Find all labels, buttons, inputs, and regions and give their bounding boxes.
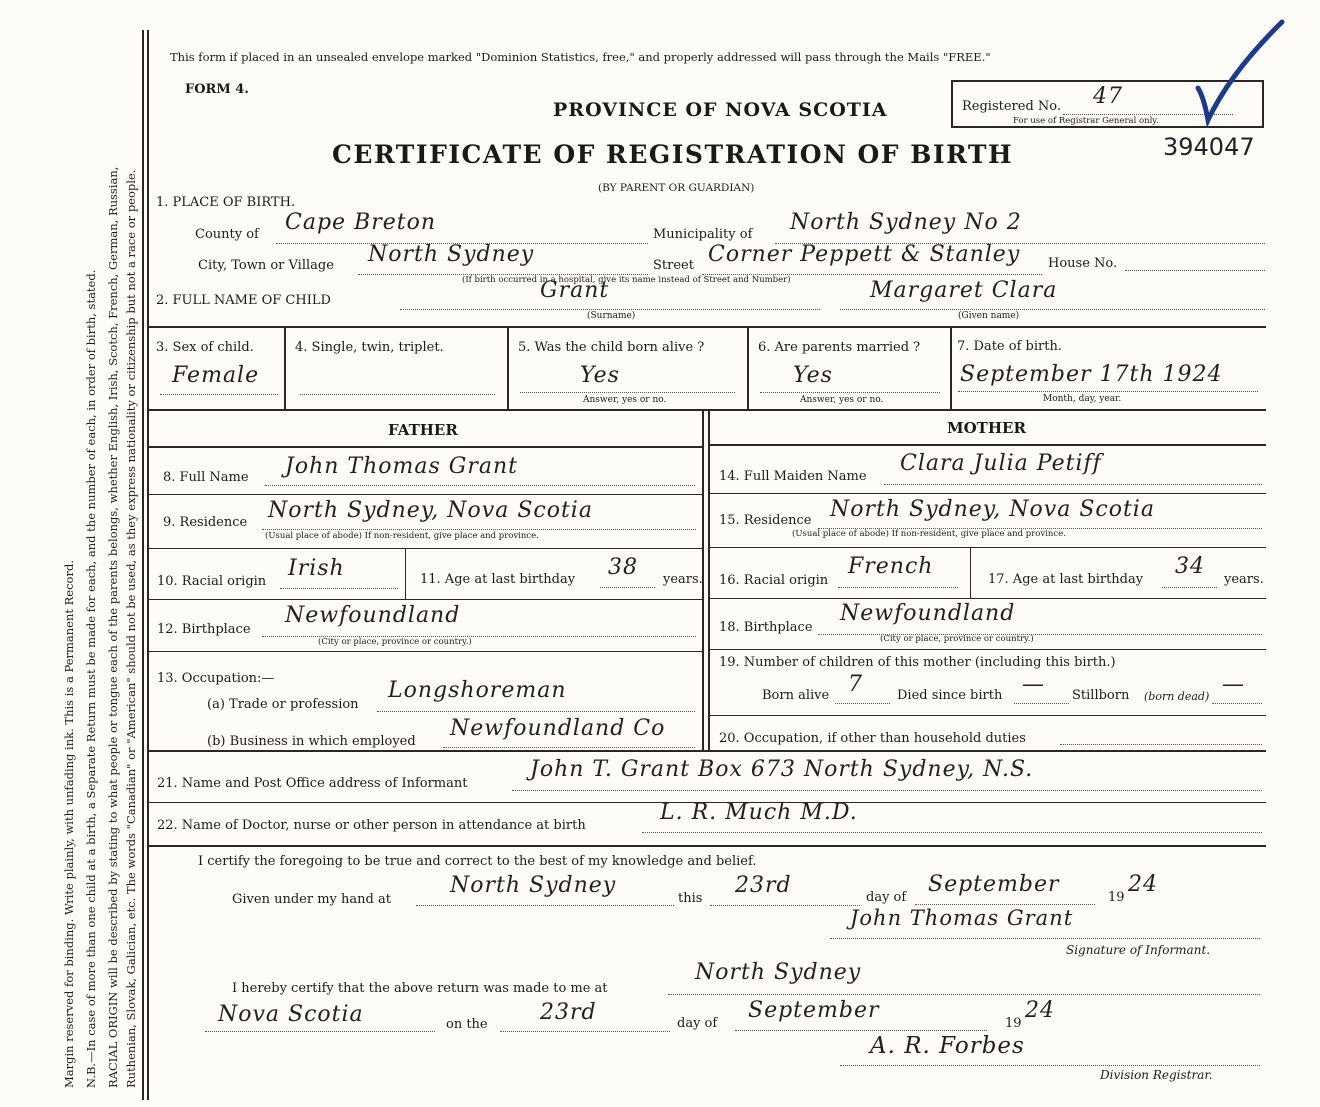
mother-birthplace-value: Newfoundland (840, 601, 1016, 626)
informant-label: 21. Name and Post Office address of Informant (157, 776, 468, 791)
date-of-birth-value: September 17th 1924 (960, 362, 1223, 387)
serial-number: 394047 (1163, 133, 1255, 161)
mother-name-label: 14. Full Maiden Name (719, 469, 867, 484)
father-rule-b (148, 494, 702, 495)
informant-value: John T. Grant Box 673 North Sydney, N.S. (530, 757, 1034, 782)
mother-age-value: 34 (1175, 554, 1205, 579)
father-residence-label: 9. Residence (163, 515, 248, 530)
mother-rule-e (708, 649, 1266, 650)
multiple-line (300, 394, 495, 395)
father-age-unit: years. (663, 572, 703, 587)
trade-label: (a) Trade or profession (207, 697, 359, 712)
mother-racial-divider (970, 548, 971, 598)
given-day-line (710, 905, 860, 906)
certificate-subtitle: (BY PARENT OR GUARDIAN) (598, 182, 755, 194)
given-year-value: 24 (1128, 872, 1158, 897)
registrar-year-prefix: 19 (1005, 1016, 1022, 1031)
house-line (1125, 270, 1265, 271)
street-note: (If birth occurred in a hospital, give its name instead of Street and Number) (462, 275, 791, 285)
registered-label: Registered No. (962, 99, 1062, 114)
mother-occupation-label: 20. Occupation, if other than household duties (719, 731, 1026, 746)
mother-racial-line (838, 587, 958, 588)
sex-line (160, 394, 278, 395)
divider-multiple (507, 327, 509, 409)
child-surname-value: Grant (540, 278, 610, 303)
father-age-value: 38 (608, 555, 638, 580)
registrar-signature-line (840, 1065, 1260, 1066)
father-name-line (265, 485, 695, 486)
born-alive-count-line (835, 703, 890, 704)
registrar-day-line (500, 1031, 670, 1032)
stillborn-line (1212, 703, 1262, 704)
parents-married-label: 6. Are parents married ? (758, 340, 921, 355)
given-month-value: September (928, 872, 1060, 897)
given-month-line (915, 904, 1095, 905)
surname-caption: (Surname) (587, 311, 636, 321)
surname-line (400, 309, 820, 310)
father-rule-a (148, 446, 702, 448)
date-of-birth-label: 7. Date of birth. (957, 339, 1062, 354)
informant-signature-caption: Signature of Informant. (1066, 943, 1211, 957)
given-this-label: this (678, 891, 703, 906)
mother-rule-d (708, 598, 1266, 599)
registrar-place-line (668, 994, 1260, 995)
father-residence-caption: (Usual place of abode) If non-resident, give place and province. (265, 531, 539, 541)
certification-statement: I certify the foregoing to be true and correct to the best of my knowledge and belief. (198, 854, 757, 869)
place-of-birth-label: 1. PLACE OF BIRTH. (156, 195, 296, 210)
mother-rule-f (708, 715, 1266, 716)
mother-age-line (1162, 587, 1217, 588)
stillborn-note: (born dead) (1144, 690, 1210, 703)
sex-label: 3. Sex of child. (156, 340, 254, 355)
doctor-line (642, 832, 1262, 833)
municipality-label: Municipality of (653, 227, 753, 242)
given-caption: (Given name) (958, 311, 1020, 321)
business-line (443, 747, 695, 748)
parents-married-value: Yes (793, 363, 833, 388)
registered-value: 47 (1093, 84, 1123, 109)
mother-racial-label: 16. Racial origin (719, 573, 829, 588)
child-name-label: 2. FULL NAME OF CHILD (156, 293, 331, 308)
trade-value: Longshoreman (388, 678, 567, 703)
margin-note-binding: Margin reserved for binding. Write plainly, with unfading ink. This is a Permanent Record. (62, 560, 76, 1088)
mother-name-line (884, 484, 1262, 485)
given-place-value: North Sydney (450, 873, 617, 898)
mother-birthplace-label: 18. Birthplace (719, 620, 813, 635)
registrar-day-of-label: day of (677, 1016, 718, 1031)
registrar-month-value: September (748, 998, 880, 1023)
registrar-day-value: 23rd (540, 1000, 597, 1025)
children-count-label: 19. Number of children of this mother (including this birth.) (719, 655, 1116, 670)
born-alive-count-value: 7 (848, 672, 863, 697)
mother-residence-caption: (Usual place of abode) If non-resident, give place and province. (792, 529, 1066, 539)
mother-heading: MOTHER (947, 419, 1026, 437)
business-label: (b) Business in which employed (207, 734, 416, 749)
registrar-statement: I hereby certify that the above return was made to me at (232, 981, 608, 996)
registrar-on-the-label: on the (446, 1017, 488, 1032)
street-label: Street (653, 258, 694, 273)
column-divider-right (708, 410, 710, 750)
father-age-label: 11. Age at last birthday (420, 572, 576, 587)
stillborn-value: — (1222, 672, 1245, 697)
city-value: North Sydney (368, 242, 535, 267)
dob-line (958, 391, 1258, 392)
father-racial-divider (405, 549, 406, 599)
mother-racial-value: French (848, 554, 934, 579)
alive-caption: Answer, yes or no. (583, 395, 667, 405)
mother-rule-c (708, 547, 1266, 548)
father-birthplace-caption: (City or place, province or country.) (318, 637, 472, 647)
father-name-value: John Thomas Grant (285, 454, 518, 479)
father-rule-c (148, 548, 702, 549)
registrar-caption: Division Registrar. (1100, 1068, 1213, 1082)
given-year-prefix: 19 (1108, 890, 1125, 905)
mother-age-unit: years. (1224, 572, 1264, 587)
divider-sex (284, 327, 286, 409)
died-line (1014, 703, 1069, 704)
divider-married (950, 327, 952, 409)
margin-note-multiple-birth: N.B.—In case of more than one child at a birth, a Separate Return must be made for each, and the number of each, in order of birth, stated. (84, 269, 98, 1088)
doctor-value: L. R. Much M.D. (660, 800, 858, 825)
given-line (840, 309, 1265, 310)
mail-notice: This form if placed in an unsealed envelope marked "Dominion Statistics, free," and properly addressed will pass through the Mails "FREE." (170, 50, 991, 64)
father-racial-value: Irish (288, 556, 345, 581)
given-day-value: 23rd (735, 873, 792, 898)
informant-signature-line (830, 938, 1260, 939)
registrar-note: For use of Registrar General only. (1013, 116, 1159, 126)
mother-occupation-line (1060, 744, 1262, 745)
rule-1 (148, 326, 1266, 328)
born-alive-value: Yes (580, 363, 620, 388)
given-place-line (416, 905, 674, 906)
father-rule-d (148, 599, 702, 600)
rule-2 (148, 409, 1266, 411)
dob-caption: Month, day, year. (1043, 394, 1122, 404)
county-value: Cape Breton (285, 210, 437, 235)
registrar-province-value: Nova Scotia (218, 1002, 364, 1027)
mother-name-value: Clara Julia Petiff (900, 451, 1102, 476)
occupation-label: 13. Occupation:— (157, 671, 275, 686)
certificate-title: CERTIFICATE OF REGISTRATION OF BIRTH (332, 140, 1014, 169)
check-mark-icon (1190, 18, 1290, 128)
margin-note-racial-origin: RACIAL ORIGIN will be described by stating to what people or tongue each of the parents belongs, whether English, Irish, Scotch, French, German, Russian, (106, 166, 120, 1088)
street-value: Corner Peppett & Stanley (708, 242, 1021, 267)
father-racial-label: 10. Racial origin (157, 574, 267, 589)
died-value: — (1022, 672, 1045, 697)
father-racial-line (280, 588, 398, 589)
municipality-value: North Sydney No 2 (790, 210, 1022, 235)
father-birthplace-label: 12. Birthplace (157, 622, 251, 637)
born-alive-count-label: Born alive (762, 688, 830, 703)
mother-age-label: 17. Age at last birthday (988, 572, 1144, 587)
child-given-value: Margaret Clara (870, 278, 1058, 303)
married-line (760, 392, 940, 393)
rule-3 (148, 750, 1266, 752)
born-alive-label: 5. Was the child born alive ? (518, 340, 705, 355)
registrar-place-value: North Sydney (695, 960, 862, 985)
binding-rule (142, 30, 144, 1100)
margin-note-racial-origin-2: Ruthenian, Slovak, Galician, etc. The words "Canadian" or "American" should not be used, as they express nationality or citizenship but not a race or people. (124, 169, 138, 1088)
married-caption: Answer, yes or no. (800, 395, 884, 405)
county-label: County of (195, 227, 259, 242)
divider-alive (747, 327, 749, 409)
registrar-province-line (205, 1031, 435, 1032)
given-day-of-label: day of (866, 890, 907, 905)
father-birthplace-value: Newfoundland (285, 603, 461, 628)
alive-line (520, 392, 735, 393)
rule-5 (148, 845, 1266, 847)
given-at-label: Given under my hand at (232, 892, 391, 907)
mother-rule-a (708, 444, 1266, 446)
province-heading: PROVINCE OF NOVA SCOTIA (553, 99, 888, 121)
sex-value: Female (172, 363, 260, 388)
mother-residence-label: 15. Residence (719, 513, 812, 528)
registrar-month-line (735, 1030, 987, 1031)
mother-rule-b (708, 493, 1266, 494)
father-residence-line (262, 529, 696, 530)
trade-line (377, 711, 695, 712)
informant-signature: John Thomas Grant (850, 906, 1074, 930)
multiple-birth-label: 4. Single, twin, triplet. (295, 340, 444, 355)
mother-birthplace-caption: (City or place, province or country.) (880, 634, 1034, 644)
informant-line (512, 790, 1262, 791)
died-label: Died since birth (897, 688, 1003, 703)
doctor-label: 22. Name of Doctor, nurse or other person in attendance at birth (157, 818, 586, 833)
father-heading: FATHER (388, 421, 458, 439)
binding-rule-inner (147, 30, 149, 1100)
father-age-line (600, 587, 655, 588)
father-rule-e (148, 651, 702, 652)
father-name-label: 8. Full Name (163, 470, 249, 485)
house-number-label: House No. (1048, 256, 1118, 271)
form-number: FORM 4. (185, 82, 249, 97)
registrar-signature: A. R. Forbes (870, 1033, 1025, 1059)
business-value: Newfoundland Co (450, 716, 666, 741)
registrar-year-value: 24 (1025, 998, 1055, 1023)
city-label: City, Town or Village (198, 258, 334, 273)
mother-residence-value: North Sydney, Nova Scotia (830, 497, 1155, 522)
father-residence-value: North Sydney, Nova Scotia (268, 498, 593, 523)
stillborn-label: Stillborn (1072, 688, 1130, 703)
